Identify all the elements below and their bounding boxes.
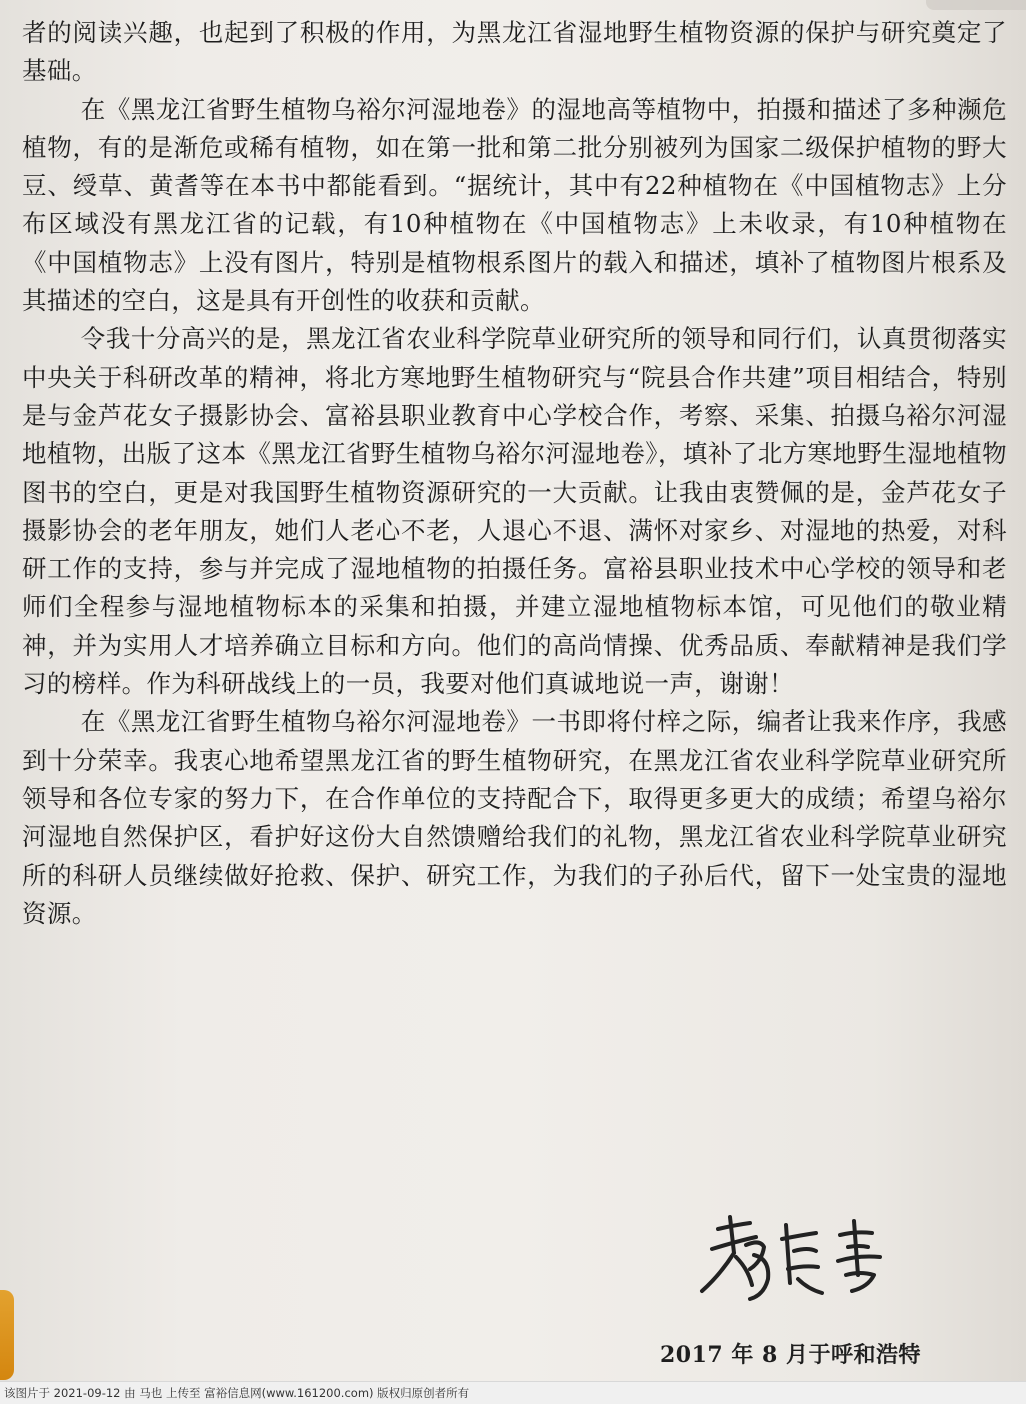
paragraph-endangered-plants: 在《黑龙江省野生植物乌裕尔河湿地卷》的湿地高等植物中，拍摄和描述了多种濒危植物，有的是渐危或稀有植物，如在第一批和第二批分别被列为国家二级保护植物的野大豆、绶草、黄耆等在本书中都能看到。“据统计，其中有22种植物在《中国植物志》上分布区域没有黑龙江省的记载，有10种植物在《中国植物志》上未收录，有10种植物在《中国植物志》上没有图片，特别是植物根系图片的载入和描述，填补了植物图片根系及其描述的空白，这是具有开创性的收获和贡献。 (22, 94, 1007, 316)
handwritten-signature (690, 1195, 890, 1305)
top-corner-badge (926, 0, 1026, 10)
book-edge-accent (0, 1290, 14, 1380)
date-location-line: 2017 年 8 月于呼和浩特 (660, 1342, 922, 1368)
document-body (22, 14, 1007, 933)
upload-watermark-bar (0, 1381, 1026, 1404)
paragraph-continuation: 者的阅读兴趣，也起到了积极的作用，为黑龙江省湿地野生植物资源的保护与研究奠定了基础。 (22, 18, 1007, 86)
signature-icon (690, 1195, 890, 1305)
upload-watermark-text: 该图片于 2021-09-12 由 马也 上传至 富裕信息网(www.161200.com) 版权归原创者所有 (4, 1386, 470, 1400)
paragraph-closing-wishes: 在《黑龙江省野生植物乌裕尔河湿地卷》一书即将付梓之际，编者让我来作序，我感到十分荣幸。我衷心地希望黑龙江省的野生植物研究，在黑龙江省农业科学院草业研究所领导和各位专家的努力下，在合作单位的支持配合下，取得更多更大的成绩；希望乌裕尔河湿地自然保护区，看护好这份大自然馈赠给我们的礼物，黑龙江省农业科学院草业研究所的科研人员继续做好抢救、保护、研究工作，为我们的子孙后代，留下一处宝贵的湿地资源。 (22, 707, 1007, 928)
paragraph-acknowledgement: 令我十分高兴的是，黑龙江省农业科学院草业研究所的领导和同行们，认真贯彻落实中央关于科研改革的精神，将北方寒地野生植物研究与“院县合作共建”项目相结合，特别是与金芦花女子摄影协会、富裕县职业教育中心学校合作，考察、采集、拍摄乌裕尔河湿地植物，出版了这本《黑龙江省野生植物乌裕尔河湿地卷》，填补了北方寒地野生湿地植物图书的空白，更是对我国野生植物资源研究的一大贡献。让我由衷赞佩的是，金芦花女子摄影协会的老年朋友，她们人老心不老，人退心不退、满怀对家乡、对湿地的热爱，对科研工作的支持，参与并完成了湿地植物的拍摄任务。富裕县职业技术中心学校的领导和老师们全程参与湿地植物标本的采集和拍摄，并建立湿地植物标本馆，可见他们的敬业精神，并为实用人才培养确立目标和方向。他们的高尚情操、优秀品质、奉献精神是我们学习的榜样。作为科研战线上的一员，我要对他们真诚地说一声，谢谢！ (22, 324, 1007, 699)
